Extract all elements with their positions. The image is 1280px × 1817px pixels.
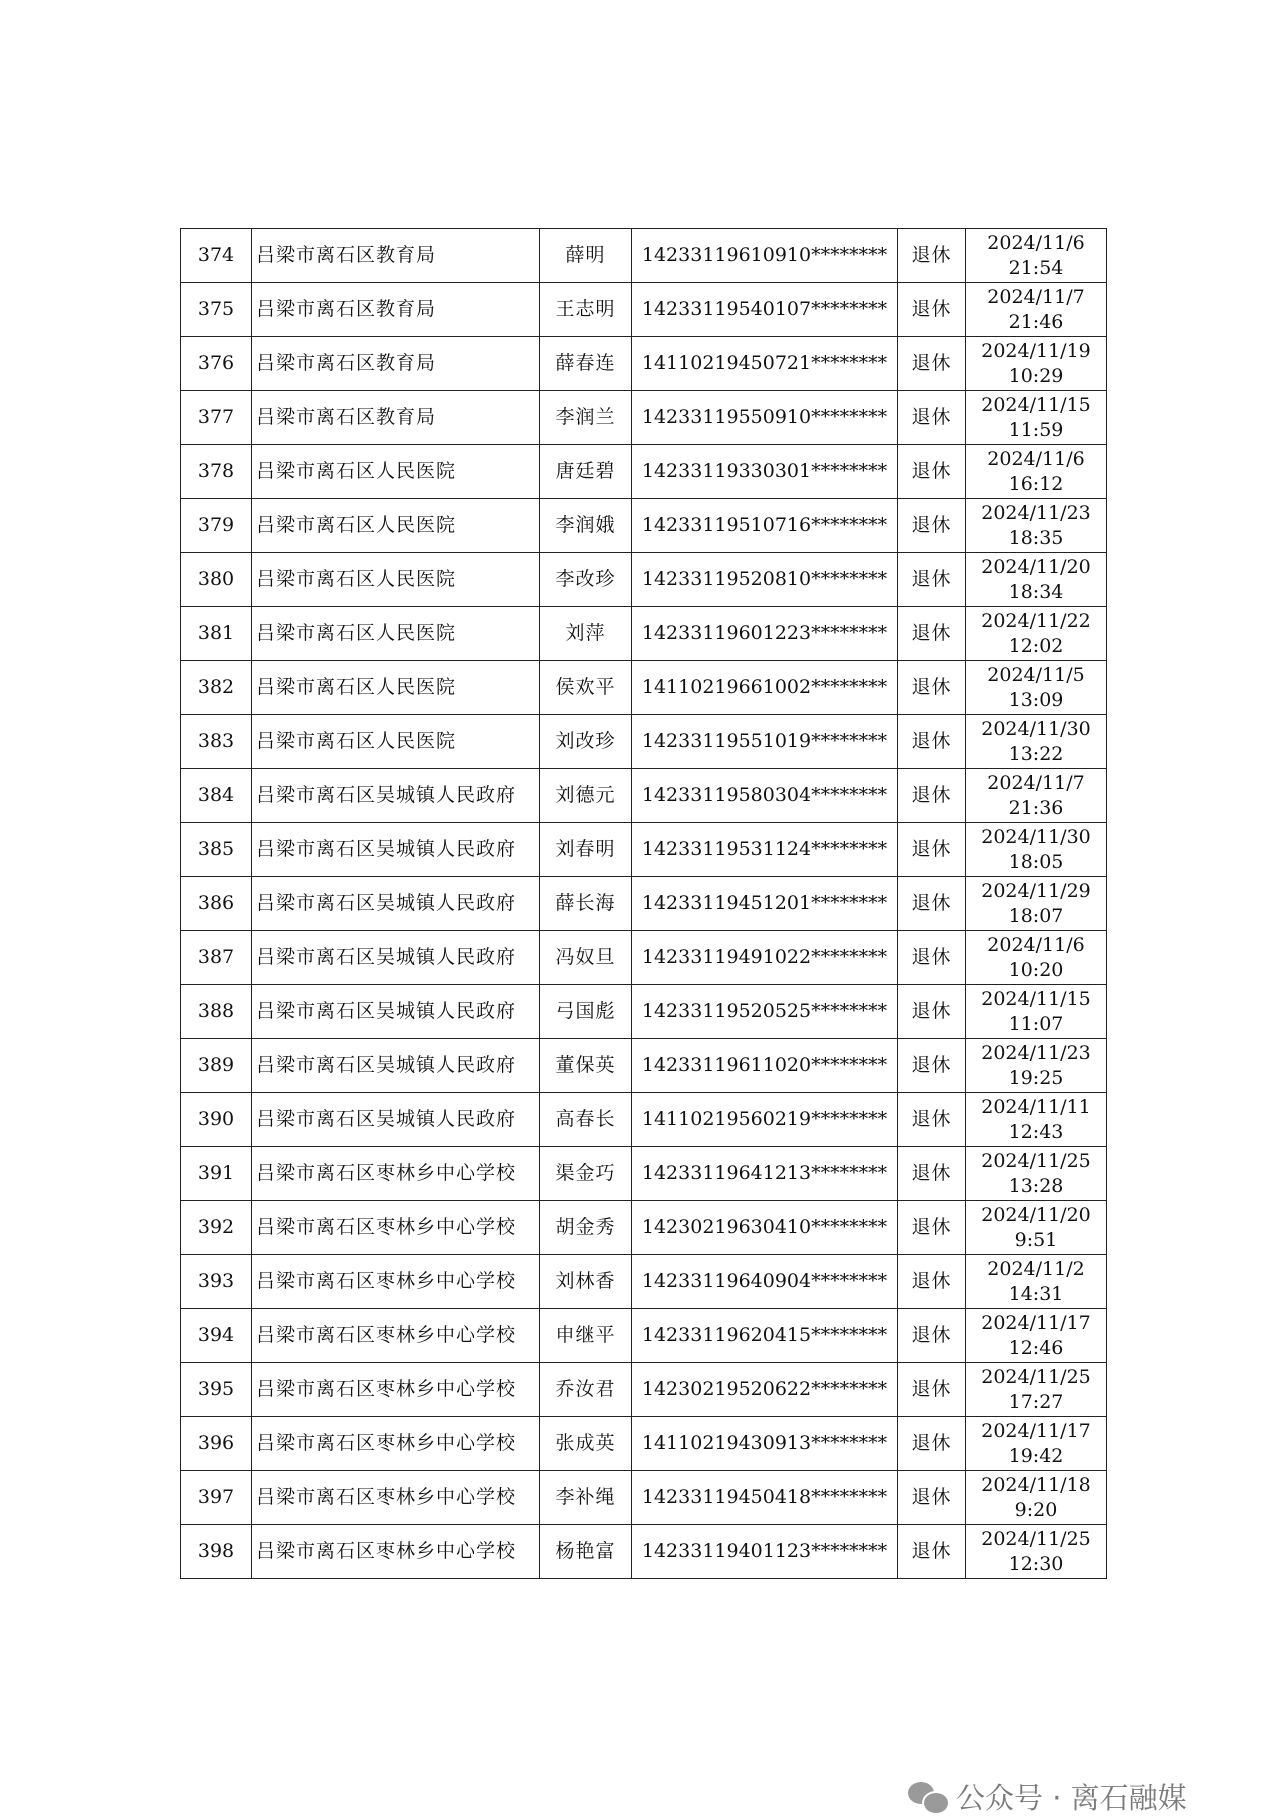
- date-text: 2024/11/23: [981, 1041, 1091, 1064]
- datetime-cell: [966, 1255, 1107, 1309]
- date-text: 2024/11/5: [987, 663, 1085, 686]
- table-row: [181, 499, 1107, 553]
- datetime-cell: [966, 337, 1107, 391]
- table-row: [181, 283, 1107, 337]
- unit-cell: 吕梁市离石区人民医院: [252, 499, 540, 553]
- table-row: [181, 1255, 1107, 1309]
- table-row: [181, 337, 1107, 391]
- status-cell: 退休: [898, 823, 966, 877]
- id-number-cell: 14233119610910********: [632, 229, 898, 283]
- name-cell: 薛长海: [540, 877, 632, 931]
- datetime-cell: [966, 1201, 1107, 1255]
- time-text: 19:25: [1008, 1066, 1064, 1089]
- status-cell: 退休: [898, 229, 966, 283]
- wechat-icon: [908, 1779, 948, 1813]
- name-cell: 李润兰: [540, 391, 632, 445]
- time-text: 11:07: [1008, 1012, 1064, 1035]
- status-cell: 退休: [898, 391, 966, 445]
- time-text: 18:05: [1008, 850, 1064, 873]
- watermark: [908, 1776, 1187, 1816]
- row-number-cell: 388: [181, 985, 252, 1039]
- unit-cell: 吕梁市离石区吴城镇人民政府: [252, 985, 540, 1039]
- datetime-cell: [966, 1525, 1107, 1579]
- datetime-cell: [966, 391, 1107, 445]
- datetime-cell: [966, 1417, 1107, 1471]
- status-cell: 退休: [898, 445, 966, 499]
- time-text: 17:27: [1008, 1390, 1064, 1413]
- table-row: [181, 1309, 1107, 1363]
- status-cell: 退休: [898, 1309, 966, 1363]
- time-text: 12:46: [1008, 1336, 1064, 1359]
- unit-cell: 吕梁市离石区枣林乡中心学校: [252, 1309, 540, 1363]
- date-text: 2024/11/20: [981, 1203, 1091, 1226]
- name-cell: 薛明: [540, 229, 632, 283]
- unit-cell: 吕梁市离石区教育局: [252, 391, 540, 445]
- id-number-cell: 14233119330301********: [632, 445, 898, 499]
- row-number-cell: 398: [181, 1525, 252, 1579]
- time-text: 14:31: [1008, 1282, 1064, 1305]
- unit-cell: 吕梁市离石区枣林乡中心学校: [252, 1147, 540, 1201]
- row-number-cell: 376: [181, 337, 252, 391]
- date-text: 2024/11/17: [981, 1419, 1091, 1442]
- datetime-cell: [966, 823, 1107, 877]
- time-text: 13:09: [1008, 688, 1064, 711]
- unit-cell: 吕梁市离石区吴城镇人民政府: [252, 931, 540, 985]
- datetime-cell: [966, 229, 1107, 283]
- unit-cell: 吕梁市离石区枣林乡中心学校: [252, 1471, 540, 1525]
- time-text: 21:54: [1008, 256, 1064, 279]
- name-cell: 高春长: [540, 1093, 632, 1147]
- row-number-cell: 374: [181, 229, 252, 283]
- time-text: 10:29: [1008, 364, 1064, 387]
- time-text: 18:07: [1008, 904, 1064, 927]
- unit-cell: 吕梁市离石区教育局: [252, 337, 540, 391]
- id-number-cell: 14233119611020********: [632, 1039, 898, 1093]
- date-text: 2024/11/29: [981, 879, 1091, 902]
- row-number-cell: 386: [181, 877, 252, 931]
- datetime-cell: [966, 1147, 1107, 1201]
- id-number-cell: 14233119510716********: [632, 499, 898, 553]
- table-row: [181, 1147, 1107, 1201]
- status-cell: 退休: [898, 499, 966, 553]
- row-number-cell: 385: [181, 823, 252, 877]
- status-cell: 退休: [898, 1147, 966, 1201]
- date-text: 2024/11/11: [981, 1095, 1091, 1118]
- datetime-cell: [966, 985, 1107, 1039]
- unit-cell: 吕梁市离石区教育局: [252, 283, 540, 337]
- table-row: [181, 769, 1107, 823]
- table-row: [181, 823, 1107, 877]
- name-cell: 冯奴旦: [540, 931, 632, 985]
- status-cell: 退休: [898, 553, 966, 607]
- id-number-cell: 14233119641213********: [632, 1147, 898, 1201]
- name-cell: 乔汝君: [540, 1363, 632, 1417]
- date-text: 2024/11/17: [981, 1311, 1091, 1334]
- time-text: 19:42: [1008, 1444, 1064, 1467]
- name-cell: 刘萍: [540, 607, 632, 661]
- date-text: 2024/11/25: [981, 1527, 1091, 1550]
- row-number-cell: 378: [181, 445, 252, 499]
- time-text: 16:12: [1008, 472, 1064, 495]
- datetime-cell: [966, 1309, 1107, 1363]
- status-cell: 退休: [898, 1039, 966, 1093]
- name-cell: 刘改珍: [540, 715, 632, 769]
- status-cell: 退休: [898, 1093, 966, 1147]
- name-cell: 刘春明: [540, 823, 632, 877]
- status-cell: 退休: [898, 283, 966, 337]
- status-cell: 退休: [898, 1255, 966, 1309]
- row-number-cell: 395: [181, 1363, 252, 1417]
- id-number-cell: 14233119520810********: [632, 553, 898, 607]
- table-row: [181, 445, 1107, 499]
- status-cell: 退休: [898, 607, 966, 661]
- date-text: 2024/11/18: [981, 1473, 1091, 1496]
- table-row: [181, 229, 1107, 283]
- row-number-cell: 394: [181, 1309, 252, 1363]
- date-text: 2024/11/6: [987, 231, 1085, 254]
- id-number-cell: 14233119450418********: [632, 1471, 898, 1525]
- id-number-cell: 14233119580304********: [632, 769, 898, 823]
- row-number-cell: 389: [181, 1039, 252, 1093]
- row-number-cell: 396: [181, 1417, 252, 1471]
- unit-cell: 吕梁市离石区人民医院: [252, 607, 540, 661]
- status-cell: 退休: [898, 1417, 966, 1471]
- table-row: [181, 1363, 1107, 1417]
- unit-cell: 吕梁市离石区人民医院: [252, 715, 540, 769]
- datetime-cell: [966, 1471, 1107, 1525]
- date-text: 2024/11/22: [981, 609, 1091, 632]
- datetime-cell: [966, 715, 1107, 769]
- id-number-cell: 14233119550910********: [632, 391, 898, 445]
- status-cell: 退休: [898, 877, 966, 931]
- unit-cell: 吕梁市离石区吴城镇人民政府: [252, 1093, 540, 1147]
- date-text: 2024/11/7: [987, 285, 1085, 308]
- status-cell: 退休: [898, 931, 966, 985]
- date-text: 2024/11/15: [981, 393, 1091, 416]
- watermark-text: 公众号 · 离石融媒: [956, 1780, 1187, 1815]
- id-number-cell: 14233119520525********: [632, 985, 898, 1039]
- id-number-cell: 14233119620415********: [632, 1309, 898, 1363]
- table-row: [181, 1039, 1107, 1093]
- row-number-cell: 383: [181, 715, 252, 769]
- date-text: 2024/11/30: [981, 717, 1091, 740]
- id-number-cell: 14233119491022********: [632, 931, 898, 985]
- id-number-cell: 14110219430913********: [632, 1417, 898, 1471]
- row-number-cell: 380: [181, 553, 252, 607]
- id-number-cell: 14110219450721********: [632, 337, 898, 391]
- datetime-cell: [966, 1363, 1107, 1417]
- row-number-cell: 379: [181, 499, 252, 553]
- name-cell: 王志明: [540, 283, 632, 337]
- unit-cell: 吕梁市离石区教育局: [252, 229, 540, 283]
- roster-body: [181, 229, 1107, 1579]
- date-text: 2024/11/20: [981, 555, 1091, 578]
- row-number-cell: 397: [181, 1471, 252, 1525]
- time-text: 12:30: [1008, 1552, 1064, 1575]
- date-text: 2024/11/25: [981, 1365, 1091, 1388]
- unit-cell: 吕梁市离石区吴城镇人民政府: [252, 877, 540, 931]
- name-cell: 李润娥: [540, 499, 632, 553]
- date-text: 2024/11/30: [981, 825, 1091, 848]
- table-row: [181, 1417, 1107, 1471]
- time-text: 13:28: [1008, 1174, 1064, 1197]
- row-number-cell: 392: [181, 1201, 252, 1255]
- unit-cell: 吕梁市离石区人民医院: [252, 661, 540, 715]
- date-text: 2024/11/7: [987, 771, 1085, 794]
- id-number-cell: 14233119540107********: [632, 283, 898, 337]
- row-number-cell: 387: [181, 931, 252, 985]
- table-row: [181, 391, 1107, 445]
- status-cell: 退休: [898, 985, 966, 1039]
- name-cell: 董保英: [540, 1039, 632, 1093]
- row-number-cell: 391: [181, 1147, 252, 1201]
- date-text: 2024/11/2: [987, 1257, 1085, 1280]
- date-text: 2024/11/25: [981, 1149, 1091, 1172]
- id-number-cell: 14233119401123********: [632, 1525, 898, 1579]
- name-cell: 唐廷碧: [540, 445, 632, 499]
- unit-cell: 吕梁市离石区吴城镇人民政府: [252, 823, 540, 877]
- id-number-cell: 14233119551019********: [632, 715, 898, 769]
- status-cell: 退休: [898, 337, 966, 391]
- time-text: 12:02: [1008, 634, 1064, 657]
- name-cell: 胡金秀: [540, 1201, 632, 1255]
- row-number-cell: 390: [181, 1093, 252, 1147]
- datetime-cell: [966, 931, 1107, 985]
- name-cell: 渠金巧: [540, 1147, 632, 1201]
- unit-cell: 吕梁市离石区枣林乡中心学校: [252, 1201, 540, 1255]
- name-cell: 弓国彪: [540, 985, 632, 1039]
- row-number-cell: 377: [181, 391, 252, 445]
- id-number-cell: 14233119531124********: [632, 823, 898, 877]
- date-text: 2024/11/19: [981, 339, 1091, 362]
- name-cell: 李改珍: [540, 553, 632, 607]
- name-cell: 申继平: [540, 1309, 632, 1363]
- status-cell: 退休: [898, 1363, 966, 1417]
- time-text: 12:43: [1008, 1120, 1064, 1143]
- datetime-cell: [966, 607, 1107, 661]
- status-cell: 退休: [898, 1201, 966, 1255]
- name-cell: 薛春连: [540, 337, 632, 391]
- name-cell: 刘林香: [540, 1255, 632, 1309]
- time-text: 18:34: [1008, 580, 1064, 603]
- row-number-cell: 382: [181, 661, 252, 715]
- status-cell: 退休: [898, 715, 966, 769]
- unit-cell: 吕梁市离石区枣林乡中心学校: [252, 1417, 540, 1471]
- table-row: [181, 553, 1107, 607]
- datetime-cell: [966, 661, 1107, 715]
- table-row: [181, 985, 1107, 1039]
- datetime-cell: [966, 769, 1107, 823]
- datetime-cell: [966, 499, 1107, 553]
- table-row: [181, 1471, 1107, 1525]
- unit-cell: 吕梁市离石区吴城镇人民政府: [252, 1039, 540, 1093]
- id-number-cell: 14110219560219********: [632, 1093, 898, 1147]
- time-text: 13:22: [1008, 742, 1064, 765]
- row-number-cell: 381: [181, 607, 252, 661]
- id-number-cell: 14233119451201********: [632, 877, 898, 931]
- time-text: 18:35: [1008, 526, 1064, 549]
- table-row: [181, 931, 1107, 985]
- time-text: 21:36: [1008, 796, 1064, 819]
- time-text: 11:59: [1008, 418, 1064, 441]
- id-number-cell: 14233119640904********: [632, 1255, 898, 1309]
- row-number-cell: 375: [181, 283, 252, 337]
- datetime-cell: [966, 553, 1107, 607]
- id-number-cell: 14230219630410********: [632, 1201, 898, 1255]
- table-row: [181, 1525, 1107, 1579]
- time-text: 9:51: [1014, 1228, 1058, 1251]
- unit-cell: 吕梁市离石区枣林乡中心学校: [252, 1525, 540, 1579]
- datetime-cell: [966, 877, 1107, 931]
- datetime-cell: [966, 445, 1107, 499]
- table-row: [181, 1093, 1107, 1147]
- status-cell: 退休: [898, 661, 966, 715]
- unit-cell: 吕梁市离石区吴城镇人民政府: [252, 769, 540, 823]
- status-cell: 退休: [898, 1525, 966, 1579]
- unit-cell: 吕梁市离石区人民医院: [252, 553, 540, 607]
- id-number-cell: 14230219520622********: [632, 1363, 898, 1417]
- name-cell: 刘德元: [540, 769, 632, 823]
- time-text: 9:20: [1014, 1498, 1058, 1521]
- row-number-cell: 393: [181, 1255, 252, 1309]
- name-cell: 侯欢平: [540, 661, 632, 715]
- roster-table: [180, 228, 1107, 1579]
- datetime-cell: [966, 283, 1107, 337]
- name-cell: 杨艳富: [540, 1525, 632, 1579]
- row-number-cell: 384: [181, 769, 252, 823]
- id-number-cell: 14233119601223********: [632, 607, 898, 661]
- time-text: 10:20: [1008, 958, 1064, 981]
- table-row: [181, 661, 1107, 715]
- status-cell: 退休: [898, 769, 966, 823]
- table-row: [181, 715, 1107, 769]
- date-text: 2024/11/6: [987, 933, 1085, 956]
- unit-cell: 吕梁市离石区枣林乡中心学校: [252, 1255, 540, 1309]
- table-row: [181, 1201, 1107, 1255]
- table-row: [181, 877, 1107, 931]
- unit-cell: 吕梁市离石区人民医院: [252, 445, 540, 499]
- time-text: 21:46: [1008, 310, 1064, 333]
- datetime-cell: [966, 1093, 1107, 1147]
- name-cell: 张成英: [540, 1417, 632, 1471]
- unit-cell: 吕梁市离石区枣林乡中心学校: [252, 1363, 540, 1417]
- date-text: 2024/11/6: [987, 447, 1085, 470]
- status-cell: 退休: [898, 1471, 966, 1525]
- name-cell: 李补绳: [540, 1471, 632, 1525]
- date-text: 2024/11/23: [981, 501, 1091, 524]
- id-number-cell: 14110219661002********: [632, 661, 898, 715]
- table-row: [181, 607, 1107, 661]
- datetime-cell: [966, 1039, 1107, 1093]
- date-text: 2024/11/15: [981, 987, 1091, 1010]
